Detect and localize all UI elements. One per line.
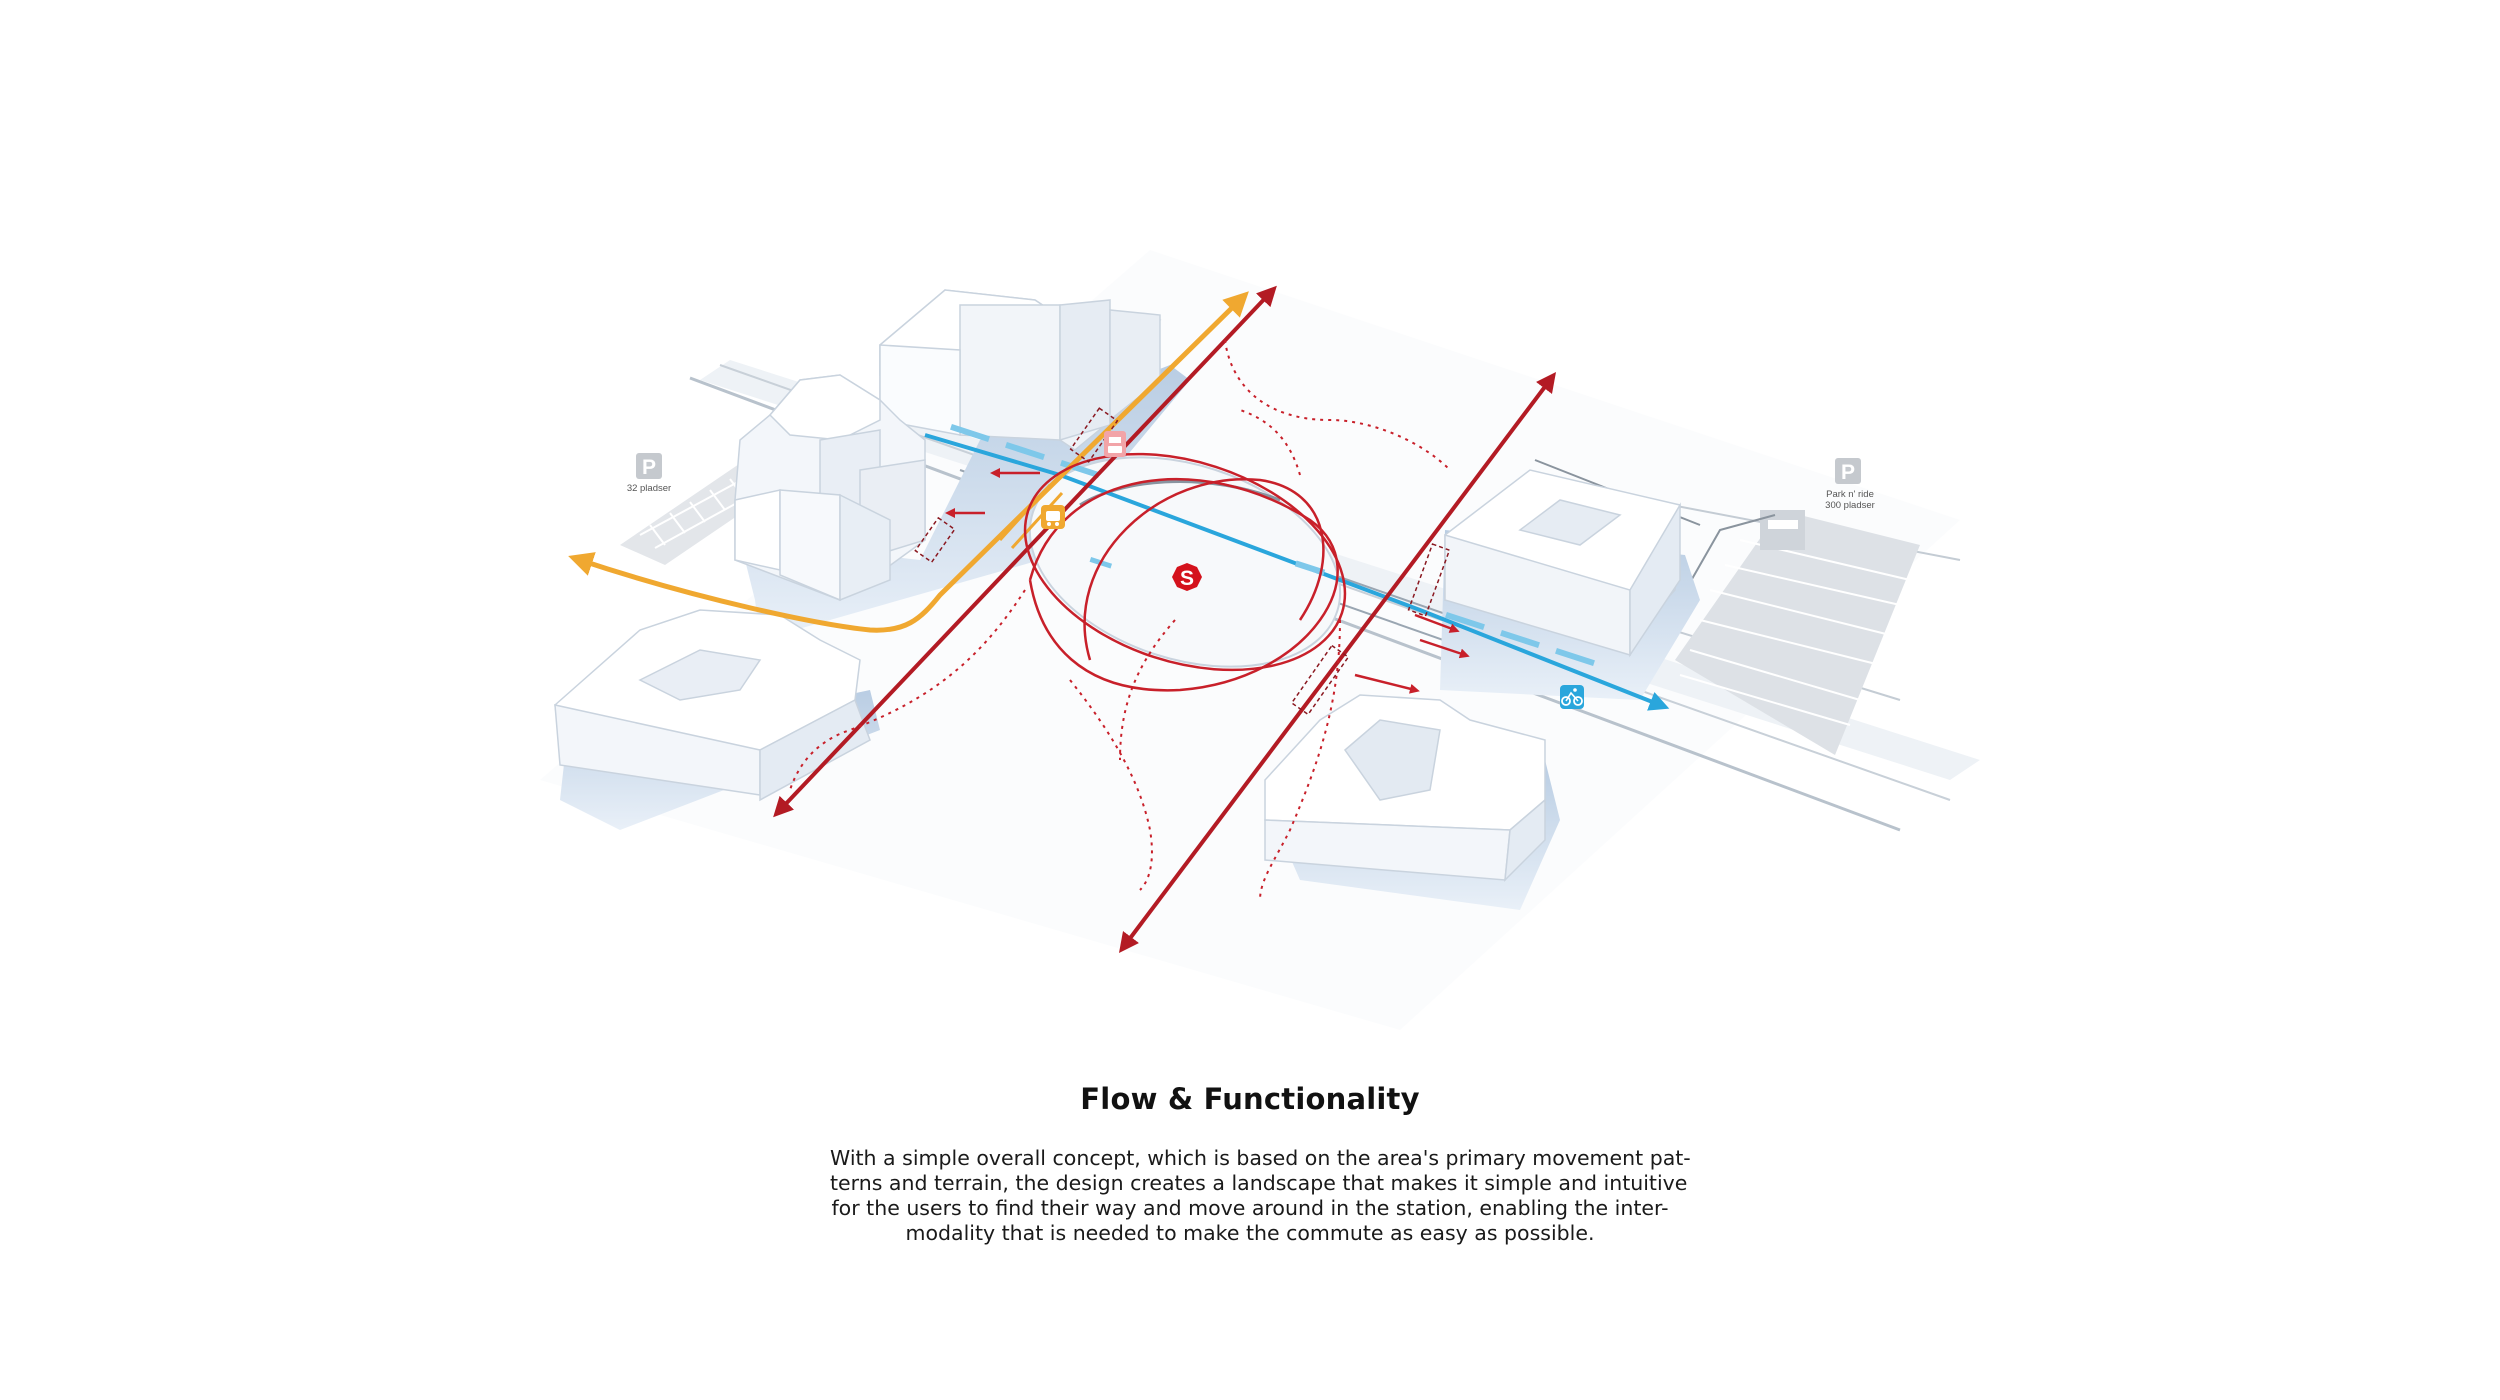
caption-line: for the users to find their way and move around in the station, enabling the inter-	[831, 1196, 1669, 1220]
parking-left-label: 32 pladser	[626, 483, 672, 494]
parking-icon	[636, 453, 662, 479]
svg-text:S: S	[1179, 567, 1195, 590]
caption-line: modality that is needed to make the commute as easy as possible.	[905, 1221, 1595, 1245]
caption-line: terns and terrain, the design creates a landscape that makes it simple and intuitive	[830, 1171, 1688, 1195]
caption-title: Flow & Functionality	[1080, 1082, 1420, 1116]
caption-line: With a simple overall concept, which is based on the area's primary movement pat-	[830, 1146, 1691, 1170]
bus-icon	[1041, 505, 1065, 529]
svg-text:P: P	[1840, 461, 1856, 484]
bike-icon	[1560, 685, 1584, 709]
taxi-icon	[1104, 431, 1126, 457]
svg-text:P: P	[641, 456, 657, 479]
caption-body	[830, 1146, 1691, 1246]
parking-right-label-1: Park n' ride	[1826, 489, 1874, 500]
parking-icon	[1835, 458, 1861, 484]
parking-right-label-2: 300 pladser	[1825, 500, 1875, 511]
